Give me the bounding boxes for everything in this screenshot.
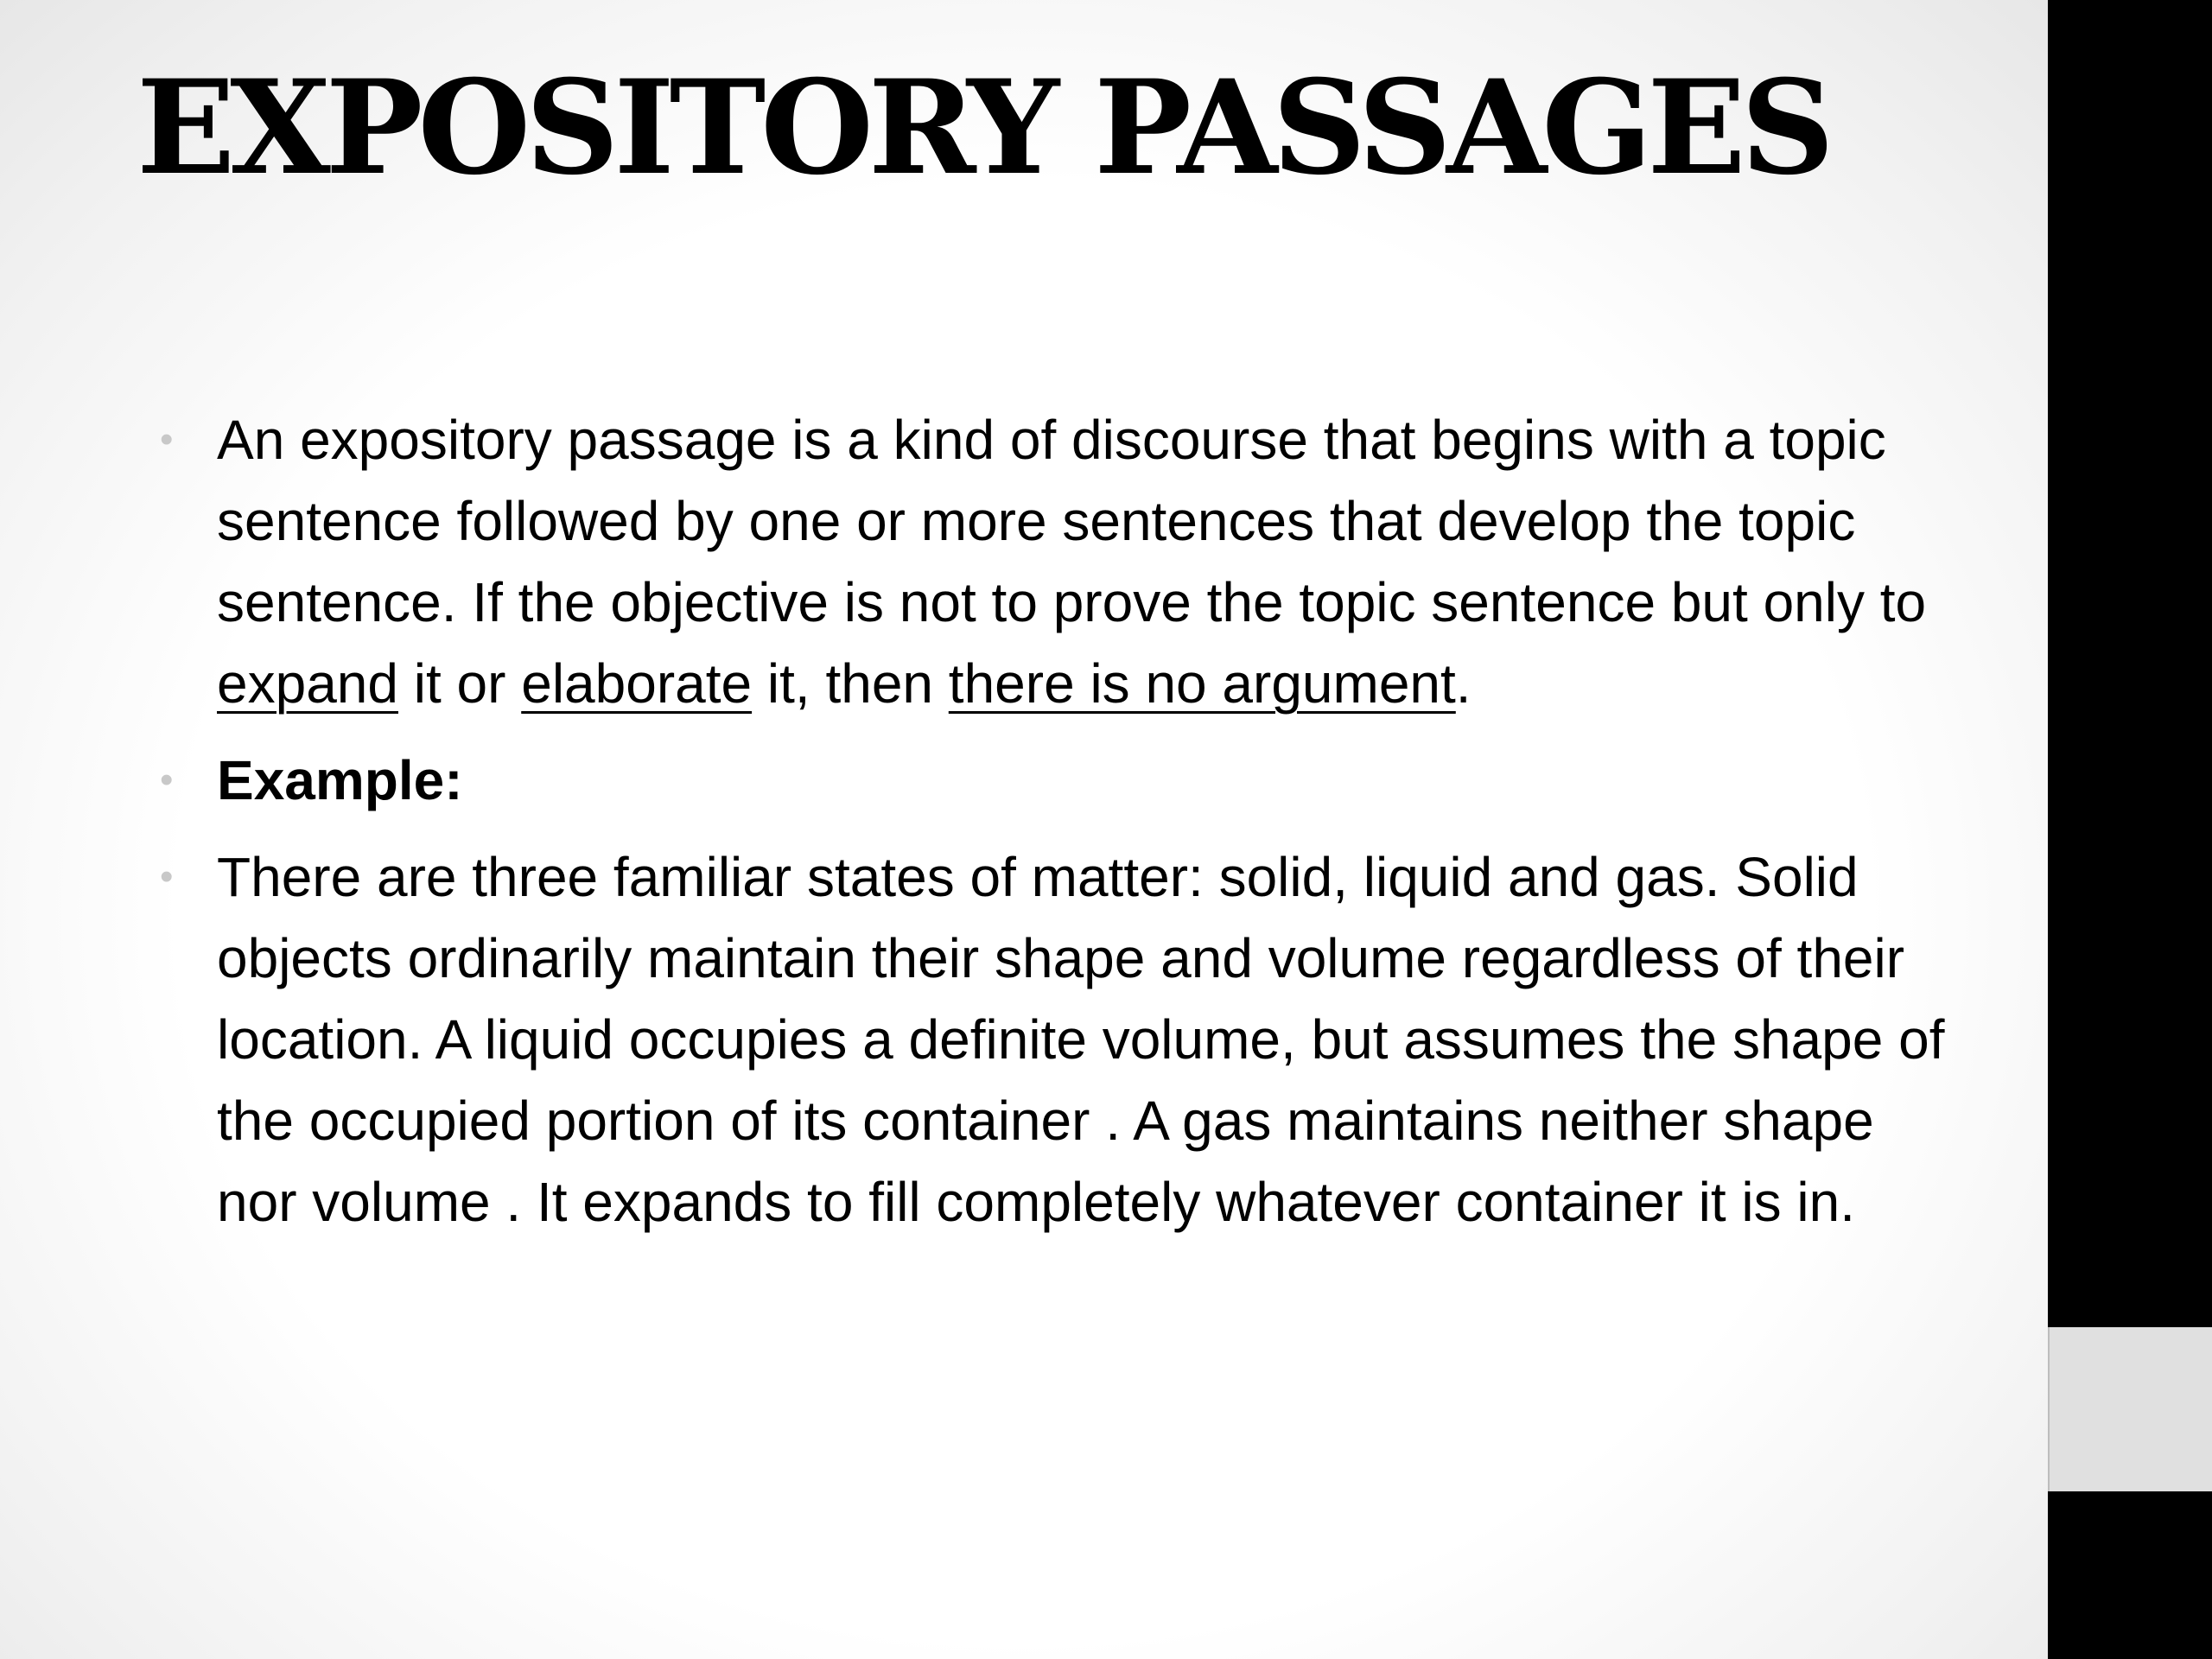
definition-text-part3: it, then	[752, 652, 949, 715]
example-label: Example:	[217, 749, 463, 811]
side-panel-block	[2048, 1327, 2212, 1491]
definition-text-part2: it or	[397, 652, 522, 715]
underlined-expand: expand	[217, 652, 398, 715]
bullet-list	[160, 399, 1948, 1258]
bullet-item-example-text	[160, 836, 1948, 1243]
definition-text	[217, 409, 1926, 715]
underlined-elaborate: elaborate	[521, 652, 753, 715]
bullet-dot-icon: •	[160, 759, 174, 801]
bullet-item-example-label	[160, 740, 1948, 821]
underlined-no-argument: there is no argument	[948, 652, 1456, 715]
slide-title: EXPOSITORY PASSAGES	[137, 52, 1830, 204]
example-text: There are three familiar states of matter: solid, liquid and gas. Solid objects ordinarily maintain their shape and volume regardless of their location. A liquid occupies a definite volume, but assumes the shape of the occupied portion of its container . A gas maintains neither shape nor volume . It expands to fill completely whatever container it is in.	[217, 846, 1945, 1233]
bullet-dot-icon: •	[160, 855, 174, 898]
definition-text-part1: An expository passage is a kind of discourse that begins with a topic sentence followed by one or more sentences that develop the topic sentence. If the objective is not to prove the topic sentence but only to	[217, 409, 1927, 633]
bullet-dot-icon: •	[160, 418, 174, 461]
bullet-item-definition	[160, 399, 1948, 724]
definition-text-part4: .	[1455, 652, 1471, 715]
